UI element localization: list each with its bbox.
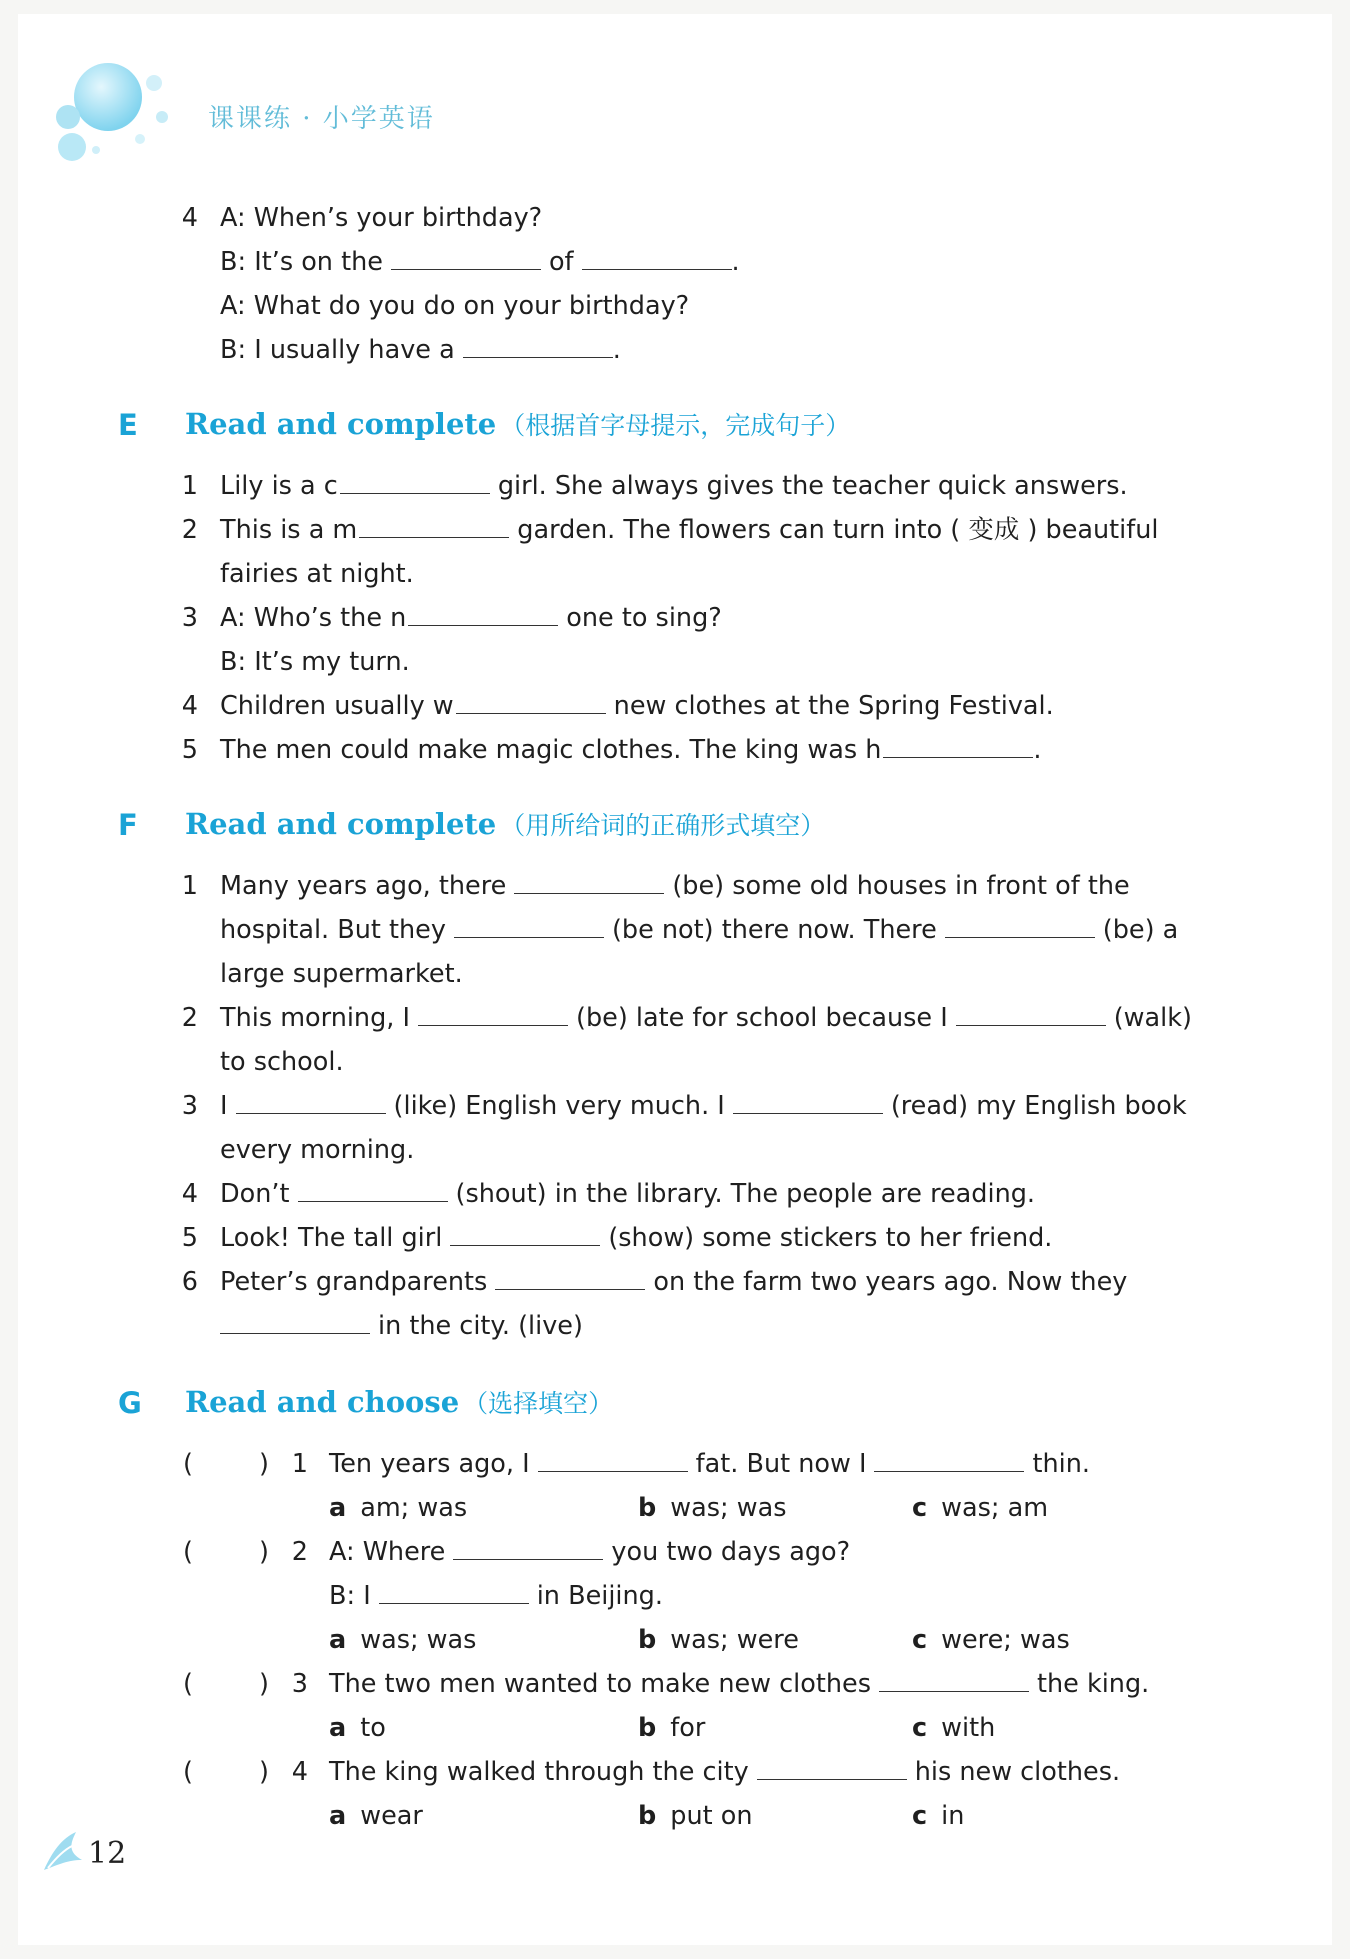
punctuation: . <box>1033 735 1042 765</box>
question-text: The king walked through the city <box>329 1757 749 1787</box>
item-number: 1 <box>181 871 198 901</box>
sentence-text: Children usually w <box>220 691 454 721</box>
answer-blank[interactable] <box>359 509 509 538</box>
question-text: his new clothes. <box>914 1757 1121 1787</box>
page-number: 12 <box>88 1836 127 1871</box>
section-heading <box>185 806 825 842</box>
option-b[interactable] <box>638 1794 752 1838</box>
item-number: 5 <box>181 1223 198 1253</box>
section-heading <box>185 406 850 442</box>
bracket-open: ( <box>183 1757 193 1787</box>
option-text: was; am <box>941 1493 1049 1523</box>
option-text: put on <box>670 1801 753 1831</box>
answer-blank[interactable] <box>514 865 664 894</box>
bracket-close: ) <box>259 1537 269 1567</box>
item-number: 2 <box>181 515 198 545</box>
option-key: b <box>638 1801 657 1831</box>
option-text: was; was <box>360 1625 477 1655</box>
section-subtitle: （根据首字母提示，完成句子） <box>500 411 851 440</box>
option-text: am; was <box>360 1493 468 1523</box>
question-text: Ten years ago, I <box>329 1449 530 1479</box>
sentence-text: Lily is a c <box>220 471 338 501</box>
option-text: wear <box>360 1801 423 1831</box>
sentence-text: Many years ago, there <box>220 871 507 901</box>
option-key: c <box>912 1801 928 1831</box>
option-c[interactable] <box>912 1618 1070 1662</box>
option-b[interactable] <box>638 1706 705 1750</box>
question-text: B: I <box>329 1581 371 1611</box>
sentence-text: in the city. (live) <box>378 1311 583 1341</box>
sentence-text: (shout) in the library. The people are reading. <box>455 1179 1036 1209</box>
question-number: 4 <box>291 1757 308 1787</box>
answer-blank[interactable] <box>340 465 490 494</box>
item-number: 1 <box>181 471 198 501</box>
option-a[interactable] <box>329 1486 467 1530</box>
option-key: a <box>329 1801 347 1831</box>
sentence-text: (be) some old houses in front of the <box>672 871 1130 901</box>
answer-blank[interactable] <box>879 1663 1029 1692</box>
option-a[interactable] <box>329 1618 476 1662</box>
answer-blank[interactable] <box>408 597 558 626</box>
answer-blank[interactable] <box>391 241 541 270</box>
sentence-text: new clothes at the Spring Festival. <box>613 691 1054 721</box>
wing-icon <box>42 1830 86 1872</box>
item-number: 3 <box>181 1091 198 1121</box>
question-number: 1 <box>291 1449 308 1479</box>
option-text: in <box>941 1801 965 1831</box>
option-c[interactable] <box>912 1706 995 1750</box>
option-key: c <box>912 1625 928 1655</box>
option-text: with <box>941 1713 996 1743</box>
question-text: you two days ago? <box>611 1537 851 1567</box>
bracket-close: ) <box>259 1449 269 1479</box>
option-key: b <box>638 1493 657 1523</box>
answer-blank[interactable] <box>956 997 1106 1026</box>
option-text: to <box>360 1713 386 1743</box>
option-key: c <box>912 1713 928 1743</box>
section-subtitle: （选择填空） <box>463 1389 614 1418</box>
answer-blank[interactable] <box>450 1217 600 1246</box>
option-key: a <box>329 1493 347 1523</box>
section-subtitle: （用所给词的正确形式填空） <box>500 811 826 840</box>
sentence-text: A: Who’s the n <box>220 603 407 633</box>
option-key: b <box>638 1625 657 1655</box>
option-b[interactable] <box>638 1486 787 1530</box>
option-a[interactable] <box>329 1794 423 1838</box>
question-number: 3 <box>291 1669 308 1699</box>
section-title: Read and complete <box>185 407 497 441</box>
item-number: 3 <box>181 603 198 633</box>
sentence-text: (be) a <box>1102 915 1179 945</box>
sentence-text: to school. <box>220 1047 344 1077</box>
answer-blank[interactable] <box>582 241 732 270</box>
sentence-text: This is a m <box>220 515 358 545</box>
option-c[interactable] <box>912 1486 1048 1530</box>
option-text: was; were <box>670 1625 799 1655</box>
question-text: the king. <box>1037 1669 1150 1699</box>
sentence-text: Peter’s grandparents <box>220 1267 488 1297</box>
section-letter: E <box>118 408 138 442</box>
item-number: 6 <box>181 1267 198 1297</box>
sentence-text: hospital. But they <box>220 915 446 945</box>
section-letter: G <box>118 1386 142 1420</box>
sentence-text: one to sing? <box>566 603 722 633</box>
answer-blank[interactable] <box>220 1305 370 1334</box>
sentence-text: (be not) there now. There <box>611 915 937 945</box>
option-text: for <box>670 1713 706 1743</box>
sentence-text: B: It’s my turn. <box>220 647 410 677</box>
answer-blank[interactable] <box>379 1575 529 1604</box>
answer-blank[interactable] <box>236 1085 386 1114</box>
sentence-text: girl. She always gives the teacher quick answers. <box>497 471 1128 501</box>
bracket-open: ( <box>183 1449 193 1479</box>
answer-blank[interactable] <box>463 329 613 358</box>
option-key: a <box>329 1625 347 1655</box>
answer-blank[interactable] <box>495 1261 645 1290</box>
sentence-text: garden. The flowers can turn into ( 变成 ) beautiful <box>517 515 1159 545</box>
sentence-text: fairies at night. <box>220 559 414 589</box>
punctuation: . <box>731 247 740 277</box>
question-number: 2 <box>291 1537 308 1567</box>
sentence-text: large supermarket. <box>220 959 463 989</box>
option-key: c <box>912 1493 928 1523</box>
section-title: Read and complete <box>185 807 497 841</box>
sentence-text: (like) English very much. I <box>393 1091 725 1121</box>
item-number: 5 <box>181 735 198 765</box>
dialog-line: B: I usually have a <box>220 335 455 365</box>
option-a[interactable] <box>329 1706 386 1750</box>
book-title: 课课练 · 小学英语 <box>208 104 435 134</box>
sentence-text: on the farm two years ago. Now they <box>653 1267 1128 1297</box>
bracket-open: ( <box>183 1537 193 1567</box>
sentence-text: (show) some stickers to her friend. <box>608 1223 1053 1253</box>
item-number: 2 <box>181 1003 198 1033</box>
answer-blank[interactable] <box>453 1531 603 1560</box>
bracket-open: ( <box>183 1669 193 1699</box>
dialog-line: A: What do you do on your birthday? <box>220 291 690 321</box>
question-text: thin. <box>1032 1449 1090 1479</box>
sentence-text: This morning, I <box>220 1003 411 1033</box>
sentence-text: (be) late for school because I <box>576 1003 948 1033</box>
dialog-line: B: It’s on the <box>220 247 383 277</box>
bubbles-logo-icon <box>50 55 180 170</box>
answer-blank[interactable] <box>454 909 604 938</box>
option-text: were; was <box>941 1625 1070 1655</box>
option-key: a <box>329 1713 347 1743</box>
bracket-close: ) <box>259 1669 269 1699</box>
answer-blank[interactable] <box>883 729 1033 758</box>
sentence-text: The men could make magic clothes. The king was h <box>220 735 882 765</box>
answer-blank[interactable] <box>733 1085 883 1114</box>
section-title: Read and choose <box>185 1385 460 1419</box>
answer-blank[interactable] <box>456 685 606 714</box>
sentence-text: (read) my English book <box>890 1091 1187 1121</box>
item-number: 4 <box>181 691 198 721</box>
question-text: The two men wanted to make new clothes <box>329 1669 871 1699</box>
bracket-close: ) <box>259 1757 269 1787</box>
answer-blank[interactable] <box>298 1173 448 1202</box>
option-key: b <box>638 1713 657 1743</box>
answer-blank[interactable] <box>538 1443 688 1472</box>
sentence-text: every morning. <box>220 1135 415 1165</box>
answer-blank[interactable] <box>757 1751 907 1780</box>
item-number: 4 <box>181 203 198 233</box>
question-text: A: Where <box>329 1537 446 1567</box>
option-text: was; was <box>670 1493 787 1523</box>
option-c[interactable] <box>912 1794 964 1838</box>
answer-blank[interactable] <box>418 997 568 1026</box>
answer-blank[interactable] <box>945 909 1095 938</box>
item-number: 4 <box>181 1179 198 1209</box>
dialog-text: of <box>548 247 574 277</box>
section-letter: F <box>118 808 138 842</box>
sentence-text: Don’t <box>220 1179 290 1209</box>
dialog-line: A: When’s your birthday? <box>220 203 543 233</box>
question-text: in Beijing. <box>536 1581 663 1611</box>
section-d-item-4 <box>0 196 1350 376</box>
sentence-text: I <box>220 1091 228 1121</box>
option-b[interactable] <box>638 1618 799 1662</box>
punctuation: . <box>612 335 621 365</box>
answer-blank[interactable] <box>874 1443 1024 1472</box>
section-heading <box>185 1384 613 1420</box>
sentence-text: (walk) <box>1113 1003 1192 1033</box>
question-text: fat. But now I <box>695 1449 867 1479</box>
sentence-text: Look! The tall girl <box>220 1223 443 1253</box>
